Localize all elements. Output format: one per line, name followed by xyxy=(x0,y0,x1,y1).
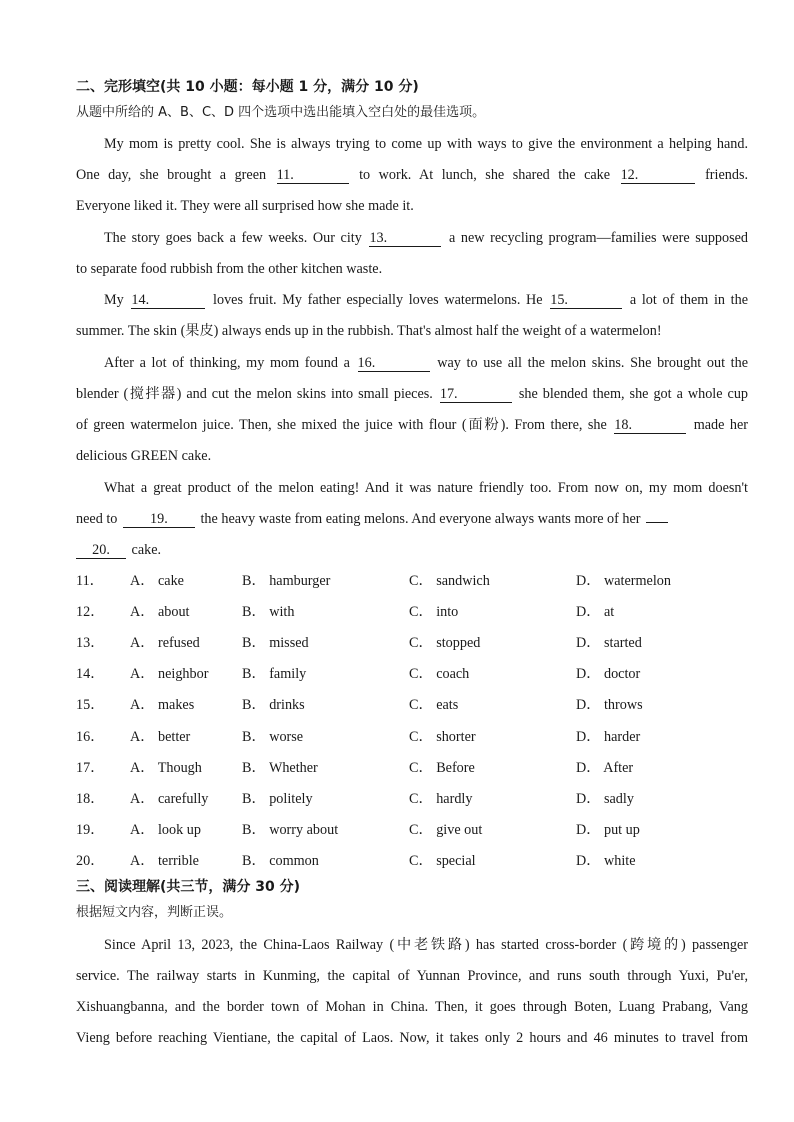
passage-line: summer. The skin (果皮) always ends up in the rubbish. That's almost half the weight of a watermelon! xyxy=(76,323,662,339)
blank-20: 20. xyxy=(76,542,126,559)
passage-line: My 14. loves fruit. My father especially loves watermelons. He 15. a lot of them in the xyxy=(104,292,748,308)
passage-line: Xishuangbanna, and the border town of Mohan in China. Then, it goes through Boten, Luang Prabang, Vang xyxy=(76,999,748,1015)
option-row: 15． A． makes B． drinks C． eats D． throws xyxy=(76,697,643,713)
blank-11: 11. xyxy=(277,167,349,184)
passage-line: What a great product of the melon eating! And it was nature friendly too. From now on, my mom doesn't xyxy=(104,480,748,496)
section-3-instruction: 根据短文内容，判断正误。 xyxy=(76,905,233,920)
passage-line: delicious GREEN cake. xyxy=(76,448,212,464)
option-row: 19． A． look up B． worry about C． give out D． put up xyxy=(76,822,640,838)
blank-14: 14. xyxy=(131,292,205,309)
blank-19: 19. xyxy=(123,511,195,528)
passage-line: One day, she brought a green 11. to work. At lunch, she shared the cake 12. friends. xyxy=(76,167,749,183)
blank-12: 12. xyxy=(621,167,695,184)
option-row: 17． A． Though B． Whether C． Before D． After xyxy=(76,760,634,776)
blank-18: 18. xyxy=(614,417,686,434)
blank-15: 15. xyxy=(550,292,622,309)
blank-20-start xyxy=(646,522,668,523)
passage-line: need to 19. the heavy waste from eating melons. And everyone always wants more of her xyxy=(76,509,748,529)
passage-line: Since April 13, 2023, the China-Laos Railway (中老铁路) has started cross-border (跨境的) passenger xyxy=(104,937,748,953)
passage-line: Vieng before reaching Vientiane, the capital of Laos. Now, it takes only 2 hours and 46 minutes to travel from xyxy=(76,1030,748,1046)
passage-line: My mom is pretty cool. She is always trying to come up with ways to give the environment a helping hand. xyxy=(104,136,748,152)
option-row: 14． A． neighbor B． family C． coach D． doctor xyxy=(76,666,641,682)
option-row: 11． A． cake B． hamburger C． sandwich D． watermelon xyxy=(76,573,671,589)
passage-line: 20. cake. xyxy=(76,540,748,560)
blank-17: 17. xyxy=(440,386,512,403)
blank-13: 13. xyxy=(369,230,441,247)
blank-16: 16. xyxy=(358,355,430,372)
option-row: 18． A． carefully B． politely C． hardly D． sadly xyxy=(76,791,634,807)
passage-line: of green watermelon juice. Then, she mixed the juice with flour (面粉). From there, she 18. made her xyxy=(76,417,749,433)
option-row: 12． A． about B． with C． into D． at xyxy=(76,604,615,620)
passage-line: Everyone liked it. They were all surprised how she made it. xyxy=(76,198,414,214)
section-2-heading: 二、完形填空(共 10 小题：每小题 1 分，满分 10 分) xyxy=(76,79,419,95)
option-row: 13． A． refused B． missed C． stopped D． started xyxy=(76,635,642,651)
section-3-heading: 三、阅读理解(共三节，满分 30 分) xyxy=(76,879,301,895)
option-row: 16． A． better B． worse C． shorter D． harder xyxy=(76,729,641,745)
passage-line: to separate food rubbish from the other kitchen waste. xyxy=(76,261,383,277)
section-2-instruction: 从题中所给的 A、B、C、D 四个选项中选出能填入空白处的最佳选项。 xyxy=(76,105,486,120)
passage-line: service. The railway starts in Kunming, the capital of Yunnan Province, and runs south through Yuxi, Pu'er, xyxy=(76,968,748,984)
passage-line: The story goes back a few weeks. Our city 13. a new recycling program—families were supposed xyxy=(104,230,749,246)
option-row: 20． A． terrible B． common C． special D． white xyxy=(76,853,636,869)
passage-line: After a lot of thinking, my mom found a 16. way to use all the melon skins. She brought out the xyxy=(104,355,749,371)
passage-line: blender (搅拌器) and cut the melon skins into small pieces. 17. she blended them, she got a whole cup xyxy=(76,386,749,402)
